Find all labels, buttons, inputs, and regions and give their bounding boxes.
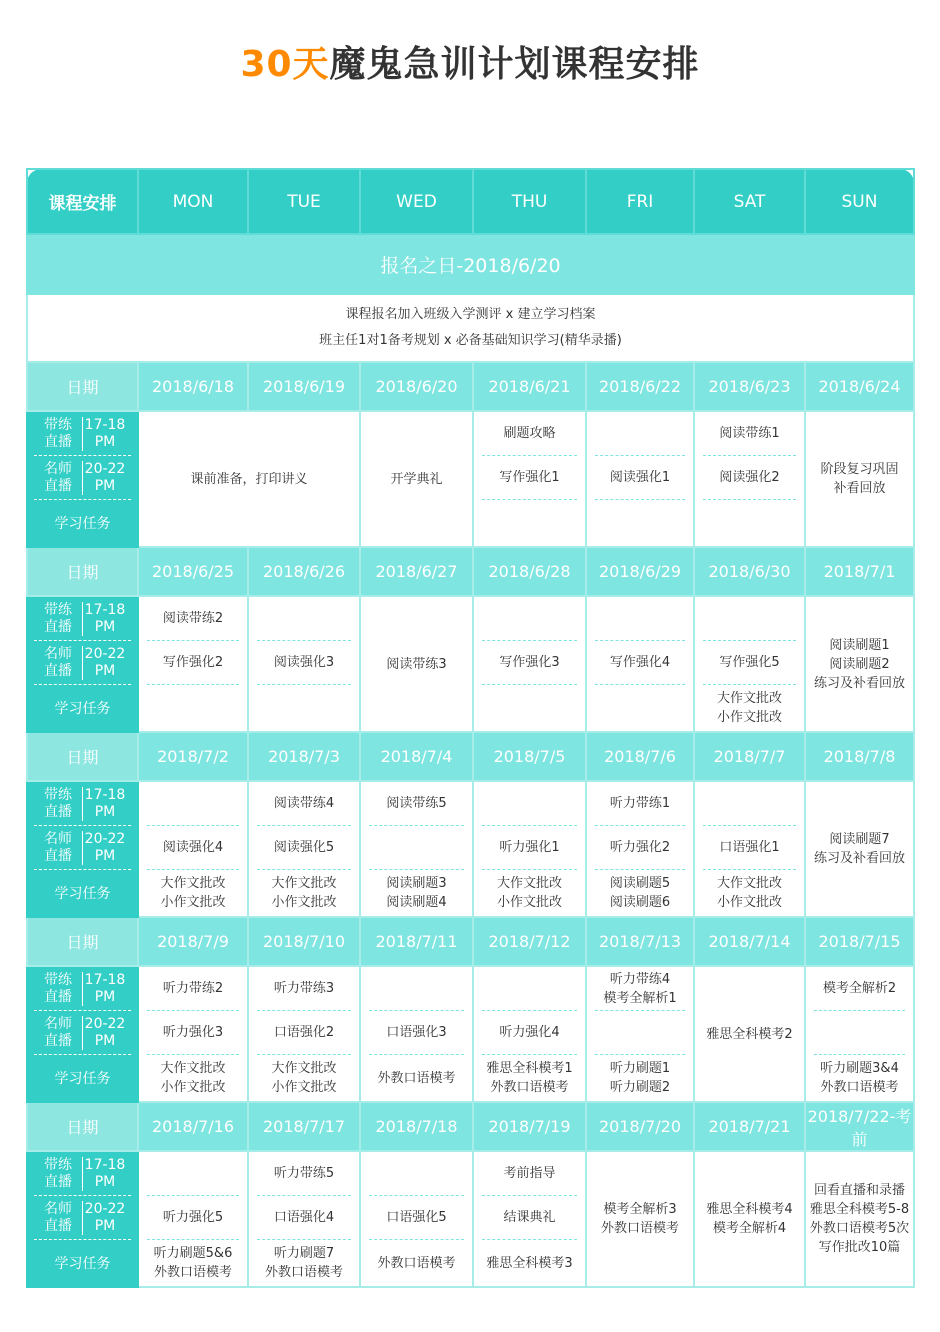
slot-time: 20-22 PM: [84, 460, 126, 494]
slot-content: [482, 967, 577, 1011]
schedule-row: [27, 966, 914, 1102]
time-slot-label: [34, 1196, 131, 1240]
task-label: 学习任务: [54, 1256, 111, 1272]
slot-content: 大作文批改 小作文批改: [271, 1061, 337, 1095]
notice: [27, 294, 914, 362]
date-cell: 2018/7/16: [138, 1102, 248, 1151]
row-labels: [27, 1151, 138, 1287]
slot-content: [595, 1011, 685, 1055]
date-cell: 2018/6/20: [360, 362, 473, 411]
slot-content: 模考全解析2: [814, 967, 905, 1011]
slot-type: 带练 直播: [38, 602, 83, 636]
slot-content: 大作文批改 小作文批改: [160, 876, 226, 910]
date-cell: 2018/6/21: [473, 362, 586, 411]
day-cell: [138, 411, 360, 547]
date-cell: 2018/7/9: [138, 917, 248, 966]
day-cell: [694, 781, 805, 917]
slot-content: 阅读强化2: [703, 456, 796, 500]
slot-time: 17-18 PM: [84, 416, 126, 450]
day-cell: [473, 781, 586, 917]
day-cell: [360, 966, 473, 1102]
slot-type: 带练 直播: [38, 787, 83, 821]
slot-content: [474, 500, 585, 546]
row-labels: [27, 411, 138, 547]
time-slot-label: [34, 782, 131, 826]
date-cell: 2018/7/11: [360, 917, 473, 966]
slot-content: 听力强化3: [147, 1011, 239, 1055]
slot-content: 结课典礼: [482, 1196, 577, 1240]
slot-content: 大作文批改 小作文批改: [716, 691, 782, 725]
slot-content: 口语强化2: [257, 1011, 351, 1055]
page-title: [0, 36, 940, 87]
schedule-row: [27, 781, 914, 917]
schedule-row: [27, 1151, 914, 1287]
slot-content: 听力带练3: [257, 967, 351, 1011]
merged-content: 阅读刷题7 练习及补看回放: [813, 832, 905, 866]
day-cell: [805, 411, 914, 547]
slot-content: 写作强化4: [595, 641, 685, 685]
slot-content: 阅读刷题3 阅读刷题4: [386, 876, 447, 910]
day-cell: [473, 966, 586, 1102]
header-row: [27, 169, 914, 234]
slot-content: 听力刷题3&4 外教口语模考: [820, 1061, 899, 1095]
slot-content: 大作文批改 小作文批改: [160, 1061, 226, 1095]
slot-content: 阅读带练4: [257, 782, 351, 826]
merged-content: 回看直播和录播 雅思全科模考5-8 外教口语模考5次 写作批改10篇: [809, 1183, 910, 1255]
slot-content: [474, 685, 585, 731]
row-labels: [27, 781, 138, 917]
slot-content: [814, 1011, 905, 1055]
time-slot-label: [34, 597, 131, 641]
day-cell: [805, 1151, 914, 1287]
slot-content: 听力带练5: [257, 1152, 351, 1196]
slot-content: 写作强化1: [482, 456, 577, 500]
date-cell: 2018/7/19: [473, 1102, 586, 1151]
merged-content: 阅读带练3: [386, 656, 447, 672]
time-slot-label: [34, 1011, 131, 1055]
date-cell: 2018/7/8: [805, 732, 914, 781]
slot-content: 写作强化5: [703, 641, 796, 685]
slot-content: 雅思全科模考1 外教口语模考: [486, 1061, 573, 1095]
date-cell: 2018/7/15: [805, 917, 914, 966]
day-cell: [694, 1151, 805, 1287]
day-cell: [473, 411, 586, 547]
row-labels: [27, 966, 138, 1102]
announcement-row: [27, 234, 914, 294]
row-labels: [27, 596, 138, 732]
date-cell: 2018/6/26: [248, 547, 360, 596]
day-cell: [586, 781, 694, 917]
slot-content: 听力带练1: [595, 782, 685, 826]
day-header-thu: THU: [473, 169, 586, 234]
day-cell: [805, 966, 914, 1102]
slot-content: [482, 597, 577, 641]
day-cell: [248, 1151, 360, 1287]
time-slot-label: [34, 826, 131, 870]
slot-time: 17-18 PM: [84, 971, 126, 1005]
day-header-wed: WED: [360, 169, 473, 234]
slot-content: 听力强化5: [147, 1196, 239, 1240]
slot-content: [147, 782, 239, 826]
slot-content: 雅思全科模考3: [486, 1255, 573, 1271]
slot-content: 阅读带练2: [147, 597, 239, 641]
day-cell: [586, 596, 694, 732]
day-cell: [694, 966, 805, 1102]
date-cell: 2018/7/4: [360, 732, 473, 781]
time-slot-label: [34, 456, 131, 500]
slot-content: [587, 685, 693, 731]
slot-content: [595, 412, 685, 456]
merged-content: 雅思全科模考4 模考全解析4: [706, 1202, 793, 1236]
date-cell: 2018/7/6: [586, 732, 694, 781]
day-cell: [138, 781, 248, 917]
day-cell: [360, 596, 473, 732]
date-cell: 2018/7/10: [248, 917, 360, 966]
slot-content: 听力强化4: [482, 1011, 577, 1055]
merged-content: 雅思全科模考2: [706, 1026, 793, 1042]
slot-type: 名师 直播: [38, 461, 83, 495]
date-cell: 2018/6/30: [694, 547, 805, 596]
slot-content: [482, 782, 577, 826]
day-header-sun: SUN: [805, 169, 914, 234]
schedule-row: [27, 596, 914, 732]
day-cell: [248, 966, 360, 1102]
date-row: [27, 362, 914, 411]
slot-type: 名师 直播: [38, 831, 83, 865]
slot-content: 阅读强化1: [595, 456, 685, 500]
slot-content: 考前指导: [482, 1152, 577, 1196]
slot-content: 阅读刷题5 阅读刷题6: [609, 876, 671, 910]
slot-content: 大作文批改 小作文批改: [716, 876, 782, 910]
date-cell: 2018/7/1: [805, 547, 914, 596]
date-cell: 2018/6/19: [248, 362, 360, 411]
day-cell: [360, 411, 473, 547]
slot-content: 口语强化1: [703, 826, 796, 870]
slot-content: 听力刷题1 听力刷题2: [609, 1061, 671, 1095]
date-cell: 2018/7/3: [248, 732, 360, 781]
day-cell: [248, 596, 360, 732]
date-label: 日期: [27, 917, 138, 966]
slot-content: [587, 500, 693, 546]
date-cell: 2018/7/21: [694, 1102, 805, 1151]
day-cell: [694, 596, 805, 732]
date-cell: 2018/7/20: [586, 1102, 694, 1151]
day-cell: [586, 1151, 694, 1287]
slot-type: 名师 直播: [38, 1016, 83, 1050]
date-cell: 2018/7/5: [473, 732, 586, 781]
date-label: 日期: [27, 362, 138, 411]
date-cell: 2018/6/18: [138, 362, 248, 411]
title-highlight: 30天: [240, 44, 330, 85]
slot-content: 口语强化5: [369, 1196, 464, 1240]
slot-type: 带练 直播: [38, 417, 83, 451]
date-cell: 2018/7/22-考前: [805, 1102, 914, 1151]
merged-content: 开学典礼: [390, 471, 443, 487]
task-label: 学习任务: [54, 1071, 111, 1087]
title-text: 魔鬼急训计划课程安排: [329, 44, 700, 85]
slot-content: [703, 782, 796, 826]
date-cell: 2018/6/28: [473, 547, 586, 596]
slot-content: 听力带练2: [147, 967, 239, 1011]
slot-content: [595, 597, 685, 641]
header-corner: 课程安排: [27, 169, 138, 234]
day-header-tue: TUE: [248, 169, 360, 234]
day-cell: [360, 1151, 473, 1287]
schedule-table: [26, 168, 915, 1288]
slot-content: 外教口语模考: [377, 1070, 456, 1086]
slot-content: 听力强化2: [595, 826, 685, 870]
slot-content: [703, 597, 796, 641]
date-cell: 2018/7/17: [248, 1102, 360, 1151]
slot-content: 口语强化3: [369, 1011, 464, 1055]
day-cell: [586, 411, 694, 547]
slot-content: 外教口语模考: [377, 1255, 456, 1271]
merged-content: 课前准备，打印讲义: [190, 471, 308, 487]
slot-time: 20-22 PM: [84, 1200, 126, 1234]
merged-content: 模考全解析3 外教口语模考: [600, 1202, 679, 1236]
slot-type: 名师 直播: [38, 646, 83, 680]
day-header-mon: MON: [138, 169, 248, 234]
slot-content: 大作文批改 小作文批改: [496, 876, 562, 910]
date-cell: 2018/7/2: [138, 732, 248, 781]
date-cell: 2018/7/7: [694, 732, 805, 781]
date-label: 日期: [27, 1102, 138, 1151]
day-cell: [138, 596, 248, 732]
date-cell: 2018/7/18: [360, 1102, 473, 1151]
task-label: 学习任务: [54, 701, 111, 717]
announcement: 报名之日-2018/6/20: [27, 234, 914, 294]
slot-content: [369, 967, 464, 1011]
slot-time: 20-22 PM: [84, 1015, 126, 1049]
merged-content: 阅读刷题1 阅读刷题2 练习及补看回放: [813, 637, 905, 691]
task-label: 学习任务: [54, 886, 111, 902]
slot-content: 阅读带练5: [369, 782, 464, 826]
slot-time: 20-22 PM: [84, 645, 126, 679]
date-cell: 2018/6/22: [586, 362, 694, 411]
notice-line: 课程报名加入班级入学测评 x 建立学习档案: [345, 307, 596, 322]
date-label: 日期: [27, 547, 138, 596]
day-cell: [138, 1151, 248, 1287]
date-cell: 2018/6/25: [138, 547, 248, 596]
slot-content: [139, 685, 247, 731]
slot-content: 阅读强化5: [257, 826, 351, 870]
slot-time: 17-18 PM: [84, 786, 126, 820]
slot-content: 阅读带练1: [703, 412, 796, 456]
date-row: [27, 547, 914, 596]
slot-content: 听力刷题5&6 外教口语模考: [153, 1246, 233, 1280]
day-cell: [248, 781, 360, 917]
day-cell: [473, 596, 586, 732]
task-label: 学习任务: [54, 516, 111, 532]
date-label: 日期: [27, 732, 138, 781]
slot-content: 口语强化4: [257, 1196, 351, 1240]
date-cell: 2018/6/29: [586, 547, 694, 596]
slot-content: 写作强化2: [147, 641, 239, 685]
day-cell: [805, 781, 914, 917]
date-cell: 2018/7/12: [473, 917, 586, 966]
date-cell: 2018/6/23: [694, 362, 805, 411]
slot-type: 带练 直播: [38, 972, 83, 1006]
date-row: [27, 1102, 914, 1151]
day-cell: [360, 781, 473, 917]
slot-time: 17-18 PM: [84, 1156, 126, 1190]
date-cell: 2018/6/24: [805, 362, 914, 411]
day-cell: [473, 1151, 586, 1287]
slot-content: 阅读强化4: [147, 826, 239, 870]
slot-time: 17-18 PM: [84, 601, 126, 635]
slot-content: [695, 500, 804, 546]
day-header-fri: FRI: [586, 169, 694, 234]
day-cell: [805, 596, 914, 732]
date-cell: 2018/7/13: [586, 917, 694, 966]
notice-row: [27, 294, 914, 362]
day-cell: [138, 966, 248, 1102]
date-cell: 2018/7/14: [694, 917, 805, 966]
slot-content: 听力刷题7 外教口语模考: [264, 1246, 343, 1280]
time-slot-label: [34, 967, 131, 1011]
notice-line: 班主任1对1备考规划 x 必备基础知识学习(精华录播): [319, 333, 622, 348]
slot-content: [147, 1152, 239, 1196]
day-cell: [694, 411, 805, 547]
slot-content: [257, 597, 351, 641]
day-header-sat: SAT: [694, 169, 805, 234]
slot-content: 刷题攻略: [482, 412, 577, 456]
day-cell: [586, 966, 694, 1102]
slot-time: 20-22 PM: [84, 830, 126, 864]
slot-content: 阅读强化3: [257, 641, 351, 685]
slot-content: 听力带练4 模考全解析1: [595, 967, 685, 1011]
slot-content: [369, 826, 464, 870]
slot-content: 写作强化3: [482, 641, 577, 685]
schedule-row: [27, 411, 914, 547]
slot-content: [369, 1152, 464, 1196]
time-slot-label: [34, 412, 131, 456]
time-slot-label: [34, 1152, 131, 1196]
slot-type: 名师 直播: [38, 1201, 83, 1235]
date-row: [27, 917, 914, 966]
slot-type: 带练 直播: [38, 1157, 83, 1191]
slot-content: [249, 685, 359, 731]
date-row: [27, 732, 914, 781]
date-cell: 2018/6/27: [360, 547, 473, 596]
slot-content: 听力强化1: [482, 826, 577, 870]
slot-content: 大作文批改 小作文批改: [271, 876, 337, 910]
time-slot-label: [34, 641, 131, 685]
merged-content: 阶段复习巩固 补看回放: [820, 462, 899, 496]
